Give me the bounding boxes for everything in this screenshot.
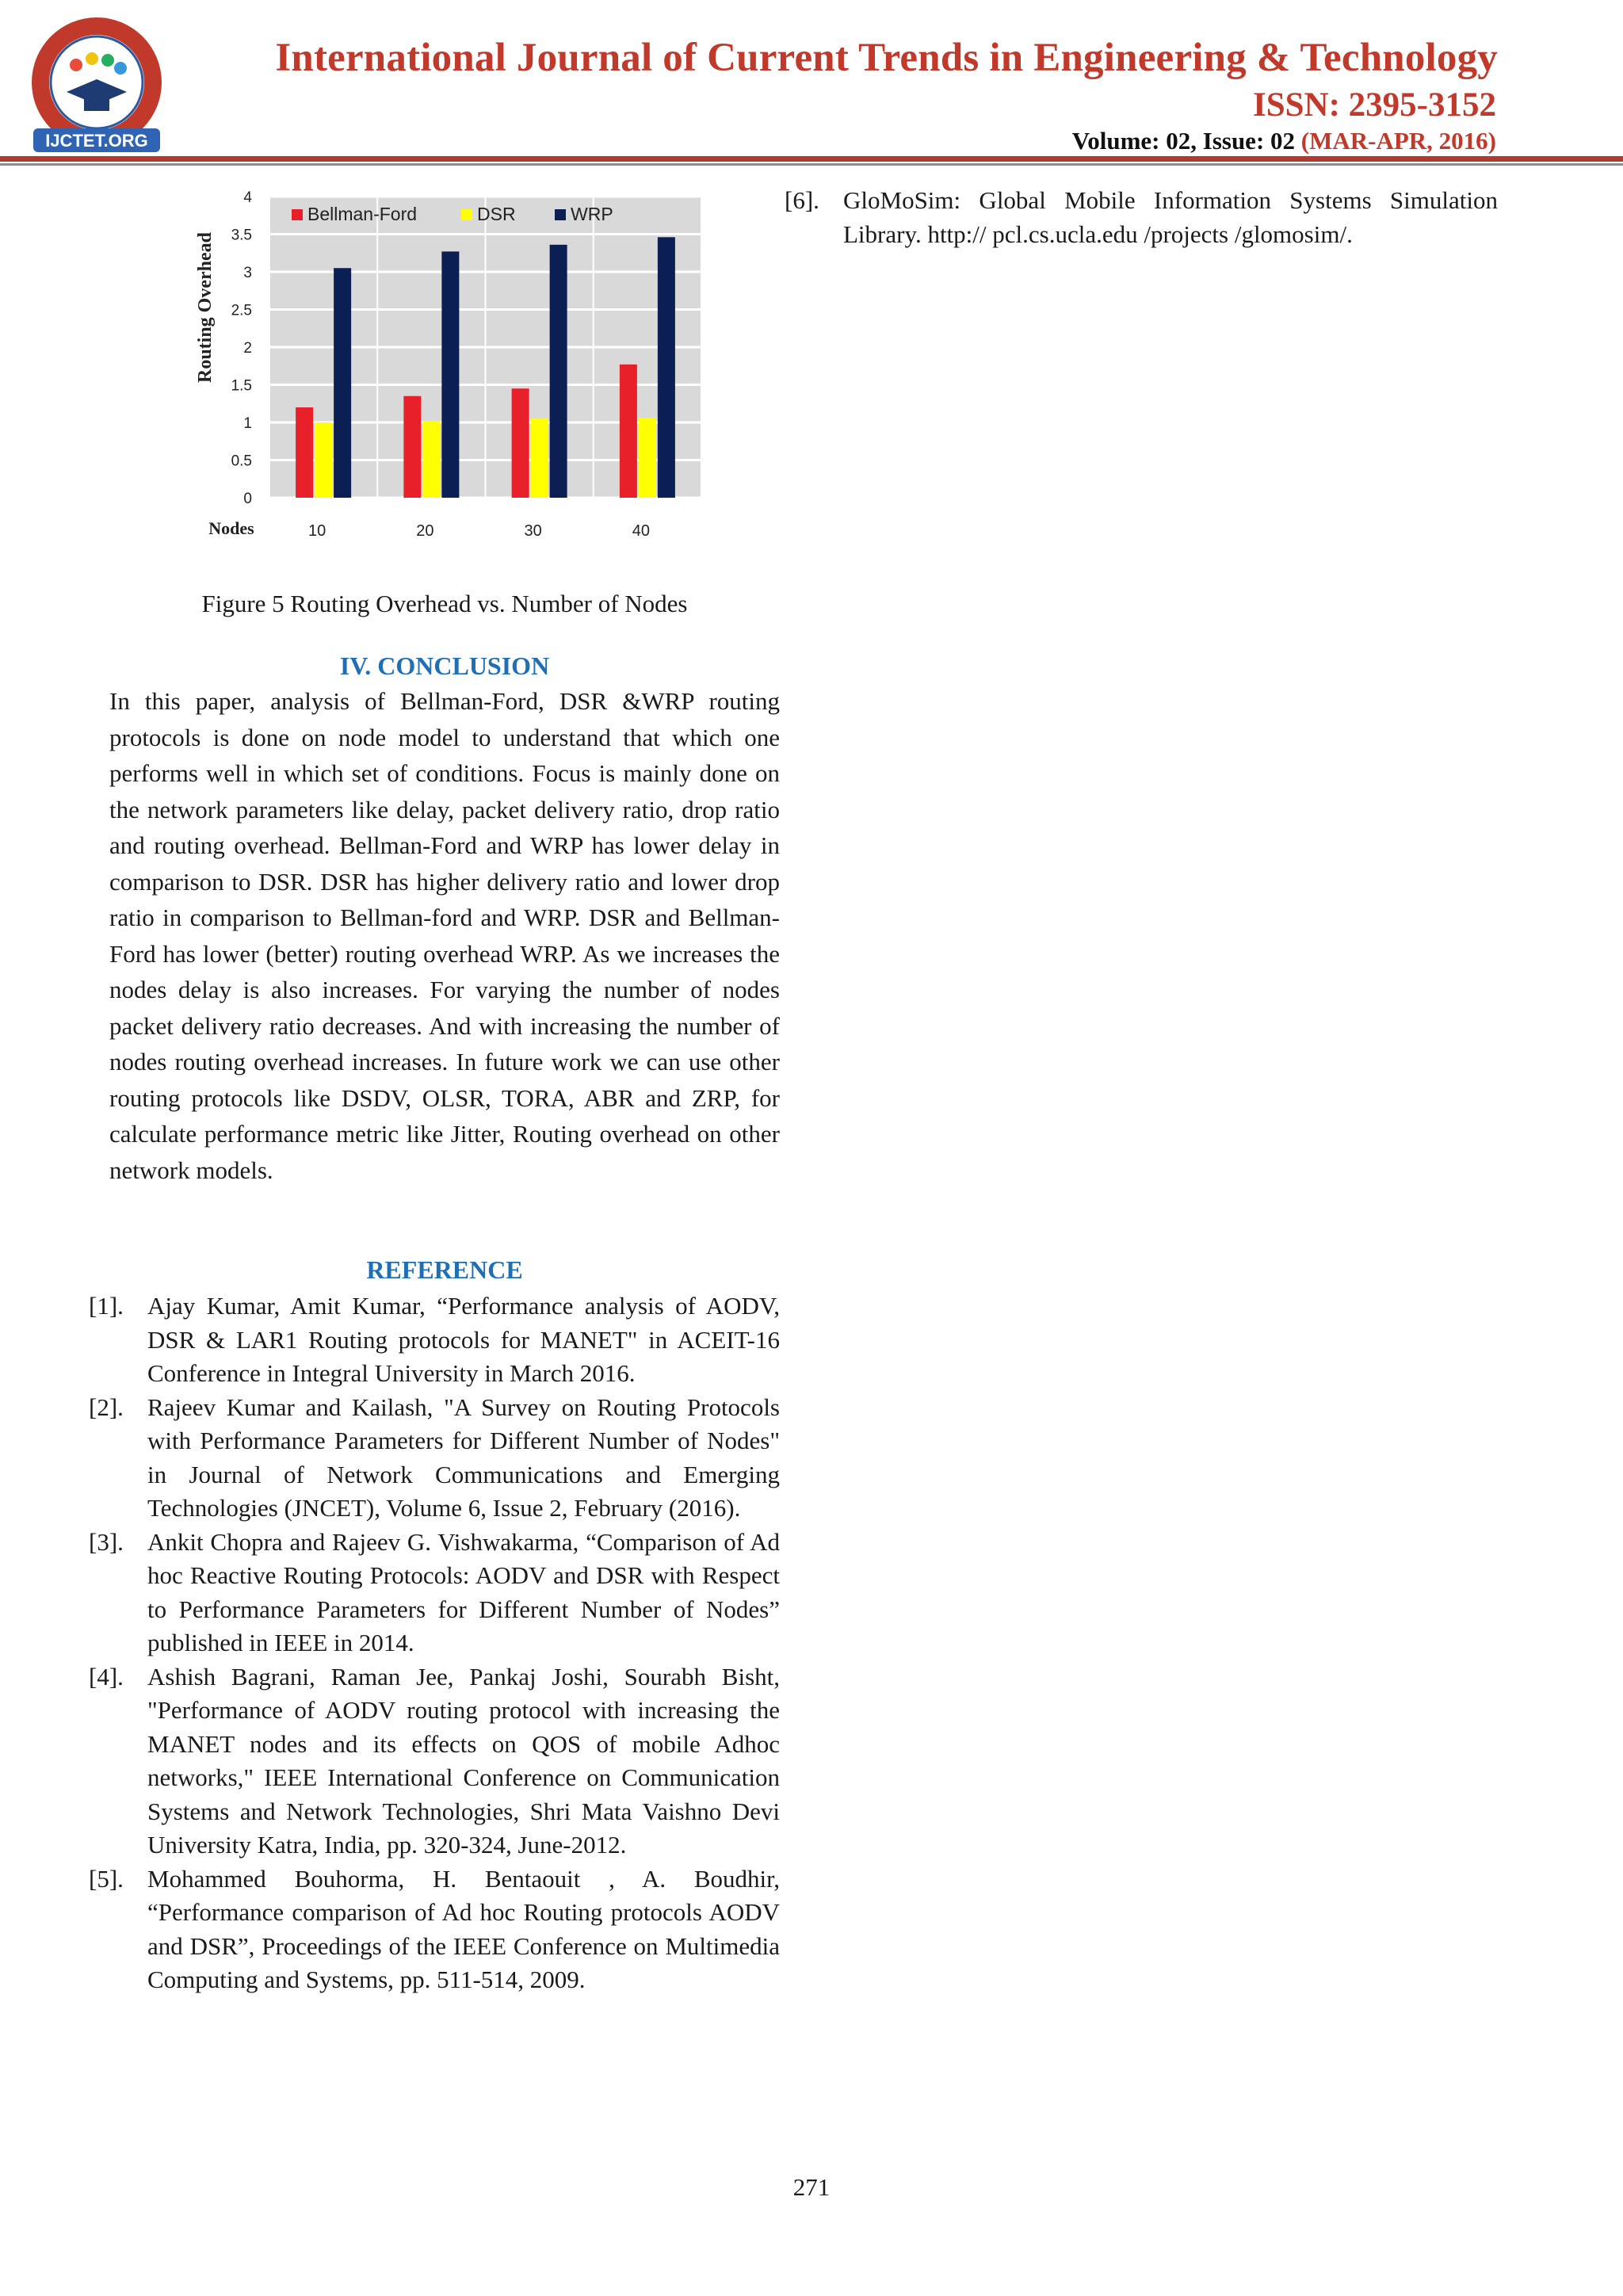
- routing-overhead-chart: [190, 181, 713, 552]
- reference-continued: [785, 184, 1498, 251]
- bar-wrp: [334, 268, 351, 498]
- page-number: 271: [792, 2173, 831, 2201]
- reference-item: [89, 1660, 780, 1862]
- reference-item: [785, 184, 1498, 251]
- x-tick-label: 30: [524, 522, 542, 540]
- y-axis-label: Routing Overhead: [195, 231, 216, 384]
- reference-item: [89, 1289, 780, 1391]
- y-tick-label: 4: [243, 189, 252, 206]
- x-axis-label: Nodes: [208, 518, 254, 538]
- y-tick-label: 3.5: [231, 227, 252, 244]
- legend-swatch: [555, 209, 566, 220]
- reference-text: Mohammed Bouhorma, H. Bentaouit , A. Boudhir, “Performance comparison of Ad hoc Routing protocols AODV and DSR”, Proceedings of the IEEE Conference on Multimedia Computing and Systems, pp. 511-514, 2009.: [147, 1864, 780, 1993]
- issue-period: (MAR-APR, 2016): [1300, 127, 1496, 155]
- y-tick-label: 0: [243, 491, 252, 507]
- legend-label: DSR: [477, 204, 516, 224]
- reference-number: [3].: [89, 1527, 124, 1556]
- bar-bellman-ford: [403, 396, 421, 498]
- legend-swatch: [292, 209, 303, 220]
- bar-wrp: [550, 245, 567, 498]
- bar-bellman-ford: [512, 388, 529, 498]
- reference-number: [2].: [89, 1392, 124, 1421]
- reference-number: [1].: [89, 1292, 124, 1320]
- bar-bellman-ford: [296, 407, 313, 498]
- volume-issue-text: Volume: 02, Issue: 02: [1071, 127, 1301, 155]
- reference-section: [89, 1255, 780, 1997]
- reference-item: [89, 1391, 780, 1526]
- bar-wrp: [658, 237, 675, 498]
- x-tick-label: 10: [308, 522, 327, 540]
- reference-number: [6].: [785, 186, 819, 214]
- header-rule-red: [0, 156, 1623, 162]
- issn: ISSN: 2395-3152: [1252, 86, 1496, 124]
- bar-wrp: [441, 251, 459, 498]
- x-tick-label: 40: [632, 522, 650, 540]
- reference-number: [5].: [89, 1864, 124, 1893]
- reference-text: GloMoSim: Global Mobile Information Systems Simulation Library. http:// pcl.cs.ucla.edu /projects /glomosim/.: [843, 186, 1498, 248]
- bar-dsr: [531, 418, 548, 498]
- conclusion-section: [109, 651, 780, 1188]
- reference-text: Ashish Bagrani, Raman Jee, Pankaj Joshi, Sourabh Bisht, "Performance of AODV routing protocol with increasing the MANET nodes and its effects on QOS of mobile Adhoc networks," IEEE International Conference on Communication Systems and Network Technologies, Shri Mata Vaishno Devi University Katra, India, pp. 320-324, June-2012.: [147, 1662, 780, 1859]
- reference-text: Rajeev Kumar and Kailash, "A Survey on Routing Protocols with Performance Parameters for Different Number of Nodes" in Journal of Network Communications and Emerging Technologies (JNCET), Volume 6, Issue 2, February (2016).: [147, 1392, 780, 1522]
- reference-item: [89, 1862, 780, 1997]
- volume-issue: [1072, 127, 1496, 155]
- figure-caption: Figure 5 Routing Overhead vs. Number of Nodes: [201, 590, 688, 617]
- figure-chart: [190, 181, 713, 552]
- y-tick-label: 2.5: [231, 302, 252, 319]
- y-tick-label: 0.5: [231, 453, 252, 470]
- y-tick-label: 1: [243, 415, 252, 432]
- legend-label: WRP: [571, 204, 613, 224]
- legend-label: Bellman-Ford: [307, 204, 418, 224]
- reference-text: Ankit Chopra and Rajeev G. Vishwakarma, “Comparison of Ad hoc Reactive Routing Protocols: AODV and DSR with Respect to Performance Parameters for Different Number of Nodes” published in IEEE in 2014.: [147, 1527, 780, 1656]
- bar-dsr: [315, 422, 332, 498]
- header-rule-gray: [0, 163, 1623, 166]
- bar-bellman-ford: [620, 365, 637, 498]
- reference-item: [89, 1526, 780, 1660]
- legend-swatch: [461, 209, 472, 220]
- bar-dsr: [639, 418, 656, 498]
- bar-dsr: [422, 421, 440, 498]
- y-tick-label: 2: [243, 340, 252, 357]
- y-tick-label: 3: [243, 265, 252, 281]
- conclusion-heading: IV. CONCLUSION: [339, 651, 550, 680]
- journal-title: International Journal of Current Trends in Engineering & Technology: [275, 36, 1498, 80]
- conclusion-text: In this paper, analysis of Bellman-Ford, DSR &WRP routing protocols is done on node model to understand that which one performs well in which set of conditions. Focus is mainly done on the network parameters like delay, packet delivery ratio, drop ratio and routing overhead. Bellman-Ford and WRP has lower delay in comparison to DSR. DSR has higher delivery ratio and lower drop ratio in comparison to Bellman-ford and WRP. DSR and Bellman-Ford has lower (better) routing overhead WRP. As we increases the nodes delay is also increases. For varying the number of nodes packet delivery ratio decreases. And with increasing the number of nodes routing overhead increases. In future work we can use other routing protocols like DSDV, OLSR, TORA, ABR and ZRP, for calculate performance metric like Jitter, Routing overhead on other network models.: [109, 687, 780, 1184]
- logo-text: IJCTET.ORG: [45, 131, 148, 151]
- journal-logo: [19, 16, 174, 155]
- reference-heading: REFERENCE: [366, 1255, 523, 1284]
- reference-number: [4].: [89, 1662, 124, 1690]
- x-tick-label: 20: [416, 522, 434, 540]
- reference-text: Ajay Kumar, Amit Kumar, “Performance analysis of AODV, DSR & LAR1 Routing protocols for MANET" in ACEIT-16 Conference in Integral University in March 2016.: [147, 1292, 780, 1387]
- y-tick-label: 1.5: [231, 377, 252, 395]
